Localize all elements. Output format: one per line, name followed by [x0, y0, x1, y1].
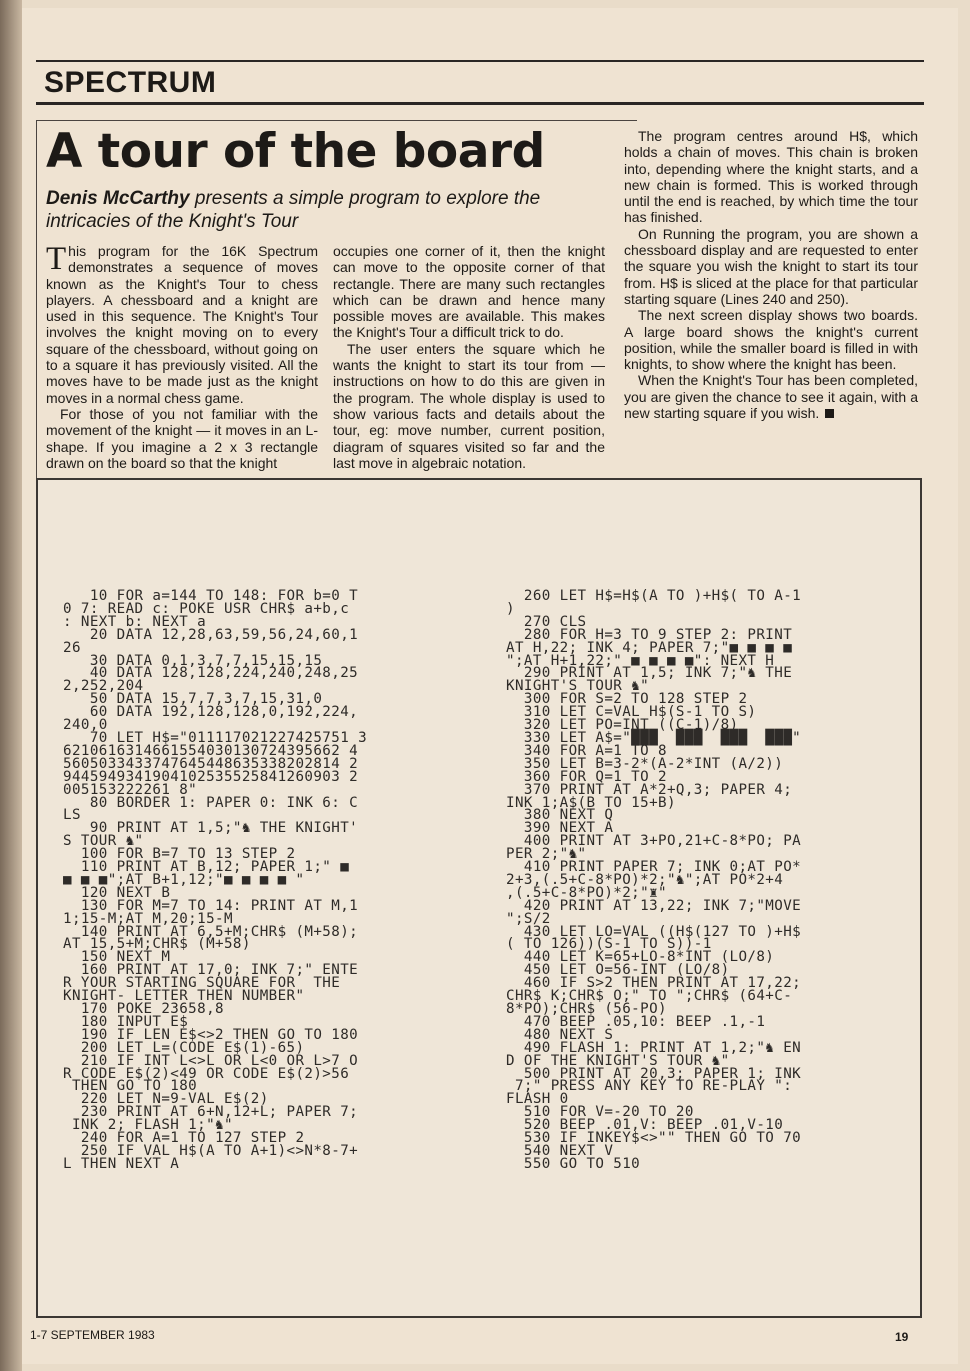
end-of-article-mark — [825, 409, 834, 418]
author-name: Denis McCarthy — [46, 188, 190, 209]
paragraph: When the Knight's Tour has been completed, you are given the chance to see it again, with a new starting square if you wish. — [624, 372, 918, 422]
article-title: A tour of the board — [46, 124, 545, 179]
paragraph: The next screen display shows two boards. A large board shows the knight's current position, while the smaller board is filled in with knights, to show where the knight has been. — [624, 307, 918, 373]
paragraph: This program for the 16K Spectrum demonstrates a sequence of moves known as the Knight's Tour to chess players. A chessboard and a knight are used in this sequence. The Knight's Tour involves the knight moving on to every square of the chessboard, without going on to a square it has previously visited. All the moves have to be made just as the knight moves in a normal chess game. — [46, 241, 318, 406]
section-header — [36, 60, 924, 105]
paragraph: The program centres around H$, which holds a chain of moves. This chain is broken into, depending where the knight starts, and a new chain is formed. This is worked through until the end is reached, by which time the tour has finished. — [624, 128, 918, 226]
article-column-1 — [46, 243, 318, 471]
article-column-2 — [333, 243, 605, 471]
program-listing-right: 260 LET H$=H$(A TO )+H$( TO A-1 ) 270 CLS 280 FOR H=3 TO 9 STEP 2: PRINT AT H,22; INK 4; PAPER 7;"■ ■ ■ ■ ";AT H+1,22;" ■ ■ ■ ■": NEXT H 290 PRINT AT 1,5; INK 7;"♞ THE KNIGHT'S TOUR ♞" 300 FOR S=2 TO 128 STEP 2 310 LET C=VAL H$(S-1 TO S) 320 LET PO=INT ((C-1)/8) 330 LET A$="███ ███ ███ ███" 340 FOR A=1 TO 8 350 LET B=3-2*(A-2*INT (A/2)) 360 FOR Q=1 TO 2 370 PRINT AT A*2+Q,3; PAPER 4; INK 1;A$(B TO 15+B) 380 NEXT Q 390 NEXT A 400 PRINT AT 3+PO,21+C-8*PO; PA PER 2;"♞" 410 PRINT PAPER 7; INK 0;AT PO* 2+3,(.5+C-8*PO)*2;"♞";AT PO*2+4 ,(.5+C-8*PO)*2;"♜" 420 PRINT AT 13,22; INK 7;"MOVE ";S/2 430 LET LO=VAL ((H$(127 TO )+H$ ( TO 126))(S-1 TO S))-1 440 LET K=65+LO-8*INT (LO/8) 450 LET O=56-INT (LO/8) 460 IF S>2 THEN PRINT AT 17,22; CHR$ K;CHR$ O;" TO ";CHR$ (64+C- 8*PO);CHR$ (56-PO) 470 BEEP .05,10: BEEP .1,-1 480 NEXT S 490 FLASH 1: PRINT AT 1,2;"♞ EN D OF THE KNIGHT'S TOUR ♞" 500 PRINT AT 20,3; PAPER 1; INK 7;" PRESS ANY KEY TO RE-PLAY ": FLASH 0 510 FOR V=-20 TO 20 520 BEEP .01,V: BEEP .01,V-10 530 IF INKEY$<>"" THEN GO TO 70 540 NEXT V 550 GO TO 510 — [506, 588, 802, 1172]
article-standfirst — [46, 187, 586, 233]
paragraph: On Running the program, you are shown a chessboard display and are requested to enter the square you wish the knight to start its tour from. H$ is sliced at the place for that particular starting square (Lines 240 and 250). — [624, 225, 918, 307]
program-listing-left: 10 FOR a=144 TO 148: FOR b=0 T 0 7: READ c: POKE USR CHR$ a+b,c : NEXT b: NEXT a 20 DATA 12,28,63,59,56,24,60,1 26 30 DATA 0,1,3,7,7,15,15,15 40 DATA 128,128,224,240,248,25 2,252,204 50 DATA 15,7,7,3,7,15,31,0 60 DATA 192,128,128,0,192,224, 240,0 70 LET H$="011117021227425751 3 6210616314661554030130724395662 4 5605033433747645448635338202814 2 9445949341904102535525841260903 2 005153222261 8" 80 BORDER 1: PAPER 0: INK 6: C LS 90 PRINT AT 1,5;"♞ THE KNIGHT' S TOUR ♞" 100 FOR B=7 TO 13 STEP 2 110 PRINT AT B,12; PAPER 1;" ■ ■ ■ ■";AT B+1,12;"■ ■ ■ ■ " 120 NEXT B 130 FOR M=7 TO 14: PRINT AT M,1 1;15-M;AT M,20;15-M 140 PRINT AT 6,5+M;CHR$ (M+58); AT 15,5+M;CHR$ (M+58) 150 NEXT M 160 PRINT AT 17,0; INK 7;" ENTE R YOUR STARTING SQUARE FOR THE KNIGHT- LETTER THEN NUMBER" 170 POKE 23658,8 180 INPUT E$ 190 IF LEN E$<>2 THEN GO TO 180 200 LET L=(CODE E$(1)-65) 210 IF INT L<>L OR L<0 OR L>7 O R CODE E$(2)<49 OR CODE E$(2)>56 THEN GO TO 180 220 LET N=9-VAL E$(2) 230 PRINT AT 6+N,12+L; PAPER 7; INK 2; FLASH 1;"♞" 240 FOR A=1 TO 127 STEP 2 250 IF VAL H$(A TO A+1)<>N*8-7+ L THEN NEXT A — [63, 588, 368, 1172]
paragraph: occupies one corner of it, then the knight can move to the opposite corner of that rectangle. There are many such rectangles which can be drawn and hence many possible moves are available. This makes the Knight's Tour a difficult trick to do. — [333, 243, 605, 341]
article-column-3 — [624, 128, 918, 421]
footer-date: 1-7 SEPTEMBER 1983 — [30, 1328, 155, 1342]
program-listing-box — [36, 478, 922, 1318]
section-title: SPECTRUM — [44, 66, 217, 99]
standfirst-text: presents a simple program to explore the intricacies of the Knight's Tour — [46, 188, 541, 232]
drop-cap: T — [46, 241, 67, 277]
magazine-spine — [0, 0, 22, 1371]
paragraph: The user enters the square which he wants the knight to start its tour from — instructions on how to do this are given in the program. The whole display is used to show various facts and details about the tour, eg: move number, current position, diagram of squares visited so far and the last move in algebraic notation. — [333, 340, 605, 471]
page-number: 19 — [895, 1330, 909, 1344]
paragraph: For those of you not familiar with the movement of the knight — it moves in an L-shape. If you imagine a 2 x 3 rectangle drawn on the board so that the knight — [46, 405, 318, 471]
